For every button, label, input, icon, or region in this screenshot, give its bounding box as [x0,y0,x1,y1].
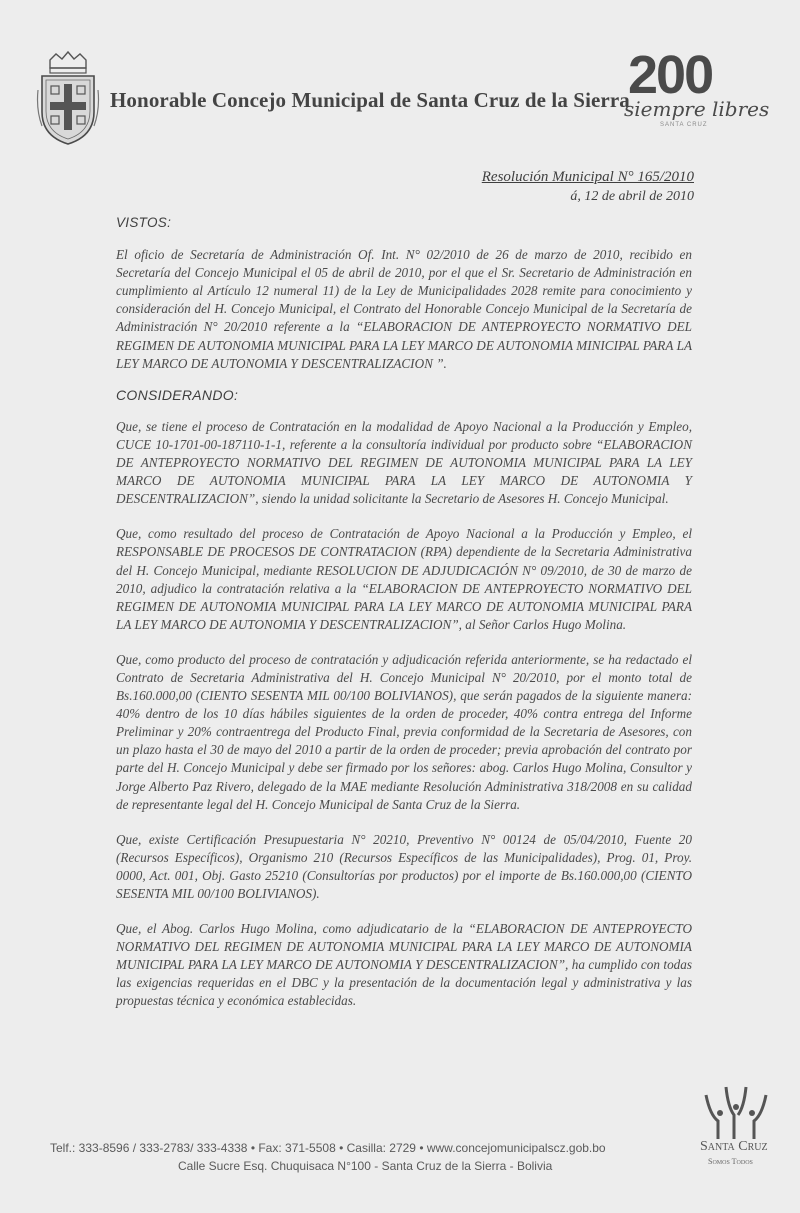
resolution-block [482,168,694,206]
resolution-body [116,214,692,1011]
coat-of-arms-icon [36,50,100,148]
city-logo-tagline: Somos Todos [708,1157,753,1166]
bicentenary-logo [612,45,770,130]
footer-contact: Telf.: 333-8596 / 333-2783/ 333-4338 • Fax: 371-5508 • Casilla: 2729 • www.concejomunicipalscz.gob.bo [50,1141,606,1155]
people-figures-icon [696,1085,776,1141]
resolution-number: Resolución Municipal N° 165/2010 [481,169,694,185]
considerando-paragraph: Que, como producto del proceso de contratación y adjudicación referida anteriormente, se ha redactado el Contrato de Secretaria Administrativa del H. Concejo Municipal N° 20/2010, por el monto total de Bs.160.000,00 (CIENTO SESENTA MIL 00/100 BOLIVIANOS), que serán pagados de la siguiente manera: 40% dentro de los 10 días hábiles siguientes de la orden de proceder, 40% contra entrega del Informe Preliminar y 20% contraentrega del Producto Final, previa conformidad de la Secretaria de Asesores, con un plazo hasta el 30 de mayo del 2010 a partir de la orden de proceder; previa aprobación del contrato por parte del H. Concejo Municipal y debe ser firmado por los señores: abog. Carlos Hugo Molina, Consultor y Jorge Alberto Paz Rivero, delegado de la MAE mediante Resolución Administrativa 318/2008 en su calidad de representante legal del H. Concejo Municipal de Santa Cruz de la Sierra. [116,651,692,812]
council-name: Honorable Concejo Municipal de Santa Cruz de la Sierra [110,88,630,112]
vistos-paragraph: El oficio de Secretaría de Administración Of. Int. N° 02/2010 de 26 de marzo de 2010, recibido en Secretaría del Concejo Municipal el 05 de abril de 2010, por el que el Sr. Secretario de Administración en cumplimiento al Artículo 12 numeral 11) de la Ley de Municipalidades 2028 remite para conocimiento y consideración del H. Concejo Municipal, el Contrato del Honorable Concejo Municipal de la Secretaría de Administración N° 20/2010 referente a la “ELABORACION DE ANTEPROYECTO NORMATIVO DEL REGIMEN DE AUTONOMIA MUNICIPAL PARA LA LEY MARCO DE AUTONOMIA MINICIPAL PARA LA LEY MARCO DE AUTONOMIA Y DESCENTRALIZACION ”. [116,247,692,371]
considerando-paragraph: Que, el Abog. Carlos Hugo Molina, como adjudicatario de la “ELABORACION DE ANTEPROYECTO NORMATIVO DEL REGIMEN DE AUTONOMIA MUNICIPAL PARA LA LEY MARCO DE AUTONOMIA MUNICIPAL PARA LA LEY MARCO DE AUTONOMIA Y DESCENTRALIZACION”, ha cumplido con todas las exigencias requeridas en el DBC y la presentación de la documentación legal y administrativa y las propuestas técnica y económica establecidas. [116,921,692,1009]
city-logo-name: Santa Cruz [700,1139,768,1154]
considerando-heading: CONSIDERANDO: [116,386,239,403]
footer-address: Calle Sucre Esq. Chuquisaca N°100 - Santa Cruz de la Sierra - Bolivia [178,1159,553,1173]
considerando-paragraph: Que, se tiene el proceso de Contratación en la modalidad de Apoyo Nacional a la Producción y Empleo, CUCE 10-1701-00-187110-1-1, referente a la consultoría individual por producto sobre “ELABORACION DE ANTEPROYECTO NORMATIVO DEL REGIMEN DE AUTONOMIA MUNICIPAL PARA LA LEY MARCO DE AUTONOMIA MUNICIPAL PARA LA LEY MARCO DE AUTONOMIA Y DESCENTRALIZACION”, siendo la unidad solicitante la Secretario de Asesores H. Concejo Municipal. [116,418,692,507]
bicentenary-small-text: SANTA CRUZ [660,122,708,128]
resolution-date: á, 12 de abril de 2010 [570,189,694,204]
bicentenary-script: siempre libres [624,97,770,121]
bicentenary-number: 200 [628,45,713,105]
vistos-heading: VISTOS: [116,215,172,230]
considerando-paragraph: Que, como resultado del proceso de Contratación de Apoyo Nacional a la Producción y Empleo, el RESPONSABLE DE PROCESOS DE CONTRATACION (RPA) dependiente de la Secretaria Administrativa del H. Concejo Municipal, mediante RESOLUCION DE ADJUDICACIÓN N° 09/2010, de 30 de marzo de 2010, adjudico la contratación relativa a la “ELABORACION DE ANTEPROYECTO NORMATIVO DEL REGIMEN DE AUTONOMIA MUNICIPAL PARA LA LEY MARCO DE AUTONOMIA MUNICIPAL PARA LA LEY MARCO DE AUTONOMIA Y DESCENTRALIZACION”, al Señor Carlos Hugo Molina. [116,526,692,632]
santa-cruz-logo [696,1085,776,1180]
considerando-paragraph: Que, existe Certificación Presupuestaria N° 20210, Preventivo N° 00124 de 05/04/2010, Fuente 20 (Recursos Específicos), Organismo 210 (Recursos Específicos de las Municipalidades), Prog. 01, Proy. 0000, Act. 001, Obj. Gasto 25210 (Consultorías por productos) por el importe de Bs.160.000,00 (CIENTO SESENTA MIL 00/100 BOLIVIANOS). [116,831,692,901]
